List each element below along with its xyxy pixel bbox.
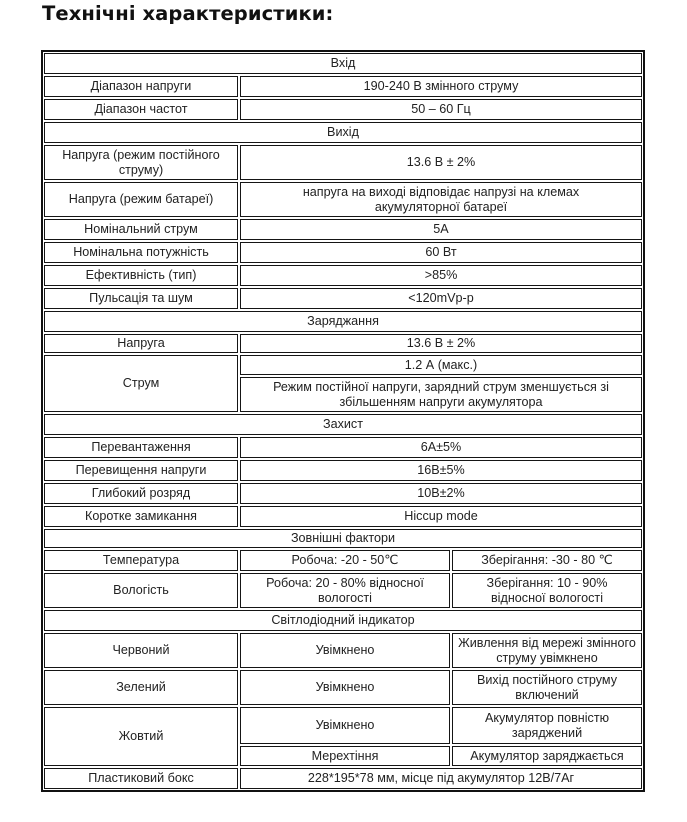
led-red-state: Увімкнено bbox=[240, 633, 450, 668]
charging-current-note: Режим постійної напруги, зарядний струм зменшується зі збільшенням напруги акумулятора bbox=[240, 377, 642, 412]
led-yellow-label: Жовтий bbox=[44, 707, 238, 766]
ripple-value: <120mVp-p bbox=[240, 288, 642, 309]
led-red-meaning: Живлення від мережі змінного струму увімкнено bbox=[452, 633, 642, 668]
voltage-battery-value: напруга на виході відповідає напрузі на клемах акумуляторної батареї bbox=[240, 182, 642, 217]
short-circuit-label: Коротке замикання bbox=[44, 506, 238, 527]
humidity-label: Вологість bbox=[44, 573, 238, 608]
humidity-operating: Робоча: 20 - 80% відносної вологості bbox=[240, 573, 450, 608]
voltage-dc-label: Напруга (режим постійного струму) bbox=[44, 145, 238, 180]
led-yellow-state-blink: Мерехтіння bbox=[240, 746, 450, 766]
humidity-storage: Зберігання: 10 - 90% відносної вологості bbox=[452, 573, 642, 608]
section-header-output: Вихід bbox=[44, 122, 642, 143]
temperature-label: Температура bbox=[44, 550, 238, 571]
charging-voltage-label: Напруга bbox=[44, 334, 238, 353]
section-header-environment: Зовнішні фактори bbox=[44, 529, 642, 548]
rated-current-label: Номінальний струм bbox=[44, 219, 238, 240]
section-header-protection: Захист bbox=[44, 414, 642, 435]
charging-voltage-value: 13.6 В ± 2% bbox=[240, 334, 642, 353]
plastic-box-label: Пластиковий бокс bbox=[44, 768, 238, 789]
led-green-state: Увімкнено bbox=[240, 670, 450, 705]
temperature-storage: Зберігання: -30 - 80 ℃ bbox=[452, 550, 642, 571]
led-yellow-state-on: Увімкнено bbox=[240, 707, 450, 744]
plastic-box-value: 228*195*78 мм, місце під акумулятор 12В/7Аг bbox=[240, 768, 642, 789]
overload-label: Перевантаження bbox=[44, 437, 238, 458]
frequency-range-value: 50 – 60 Гц bbox=[240, 99, 642, 120]
frequency-range-label: Діапазон частот bbox=[44, 99, 238, 120]
voltage-range-value: 190-240 В змінного струму bbox=[240, 76, 642, 97]
efficiency-label: Ефективність (тип) bbox=[44, 265, 238, 286]
section-header-charging: Заряджання bbox=[44, 311, 642, 332]
rated-power-label: Номінальна потужність bbox=[44, 242, 238, 263]
short-circuit-value: Hiccup mode bbox=[240, 506, 642, 527]
efficiency-value: >85% bbox=[240, 265, 642, 286]
led-yellow-meaning-on: Акумулятор повністю заряджений bbox=[452, 707, 642, 744]
page-title: Технічні характеристики: bbox=[42, 2, 334, 25]
temperature-operating: Робоча: -20 - 50℃ bbox=[240, 550, 450, 571]
deep-discharge-label: Глибокий розряд bbox=[44, 483, 238, 504]
rated-power-value: 60 Вт bbox=[240, 242, 642, 263]
overvoltage-value: 16В±5% bbox=[240, 460, 642, 481]
charging-current-label: Струм bbox=[44, 355, 238, 412]
section-header-led: Світлодіодний індикатор bbox=[44, 610, 642, 631]
rated-current-value: 5А bbox=[240, 219, 642, 240]
section-header-input: Вхід bbox=[44, 53, 642, 74]
voltage-battery-label: Напруга (режим батареї) bbox=[44, 182, 238, 217]
voltage-range-label: Діапазон напруги bbox=[44, 76, 238, 97]
voltage-dc-value: 13.6 В ± 2% bbox=[240, 145, 642, 180]
led-green-meaning: Вихід постійного струму включений bbox=[452, 670, 642, 705]
led-green-label: Зелений bbox=[44, 670, 238, 705]
led-yellow-meaning-blink: Акумулятор заряджається bbox=[452, 746, 642, 766]
ripple-label: Пульсація та шум bbox=[44, 288, 238, 309]
led-red-label: Червоний bbox=[44, 633, 238, 668]
charging-current-max: 1.2 А (макс.) bbox=[240, 355, 642, 375]
deep-discharge-value: 10В±2% bbox=[240, 483, 642, 504]
overload-value: 6А±5% bbox=[240, 437, 642, 458]
overvoltage-label: Перевищення напруги bbox=[44, 460, 238, 481]
